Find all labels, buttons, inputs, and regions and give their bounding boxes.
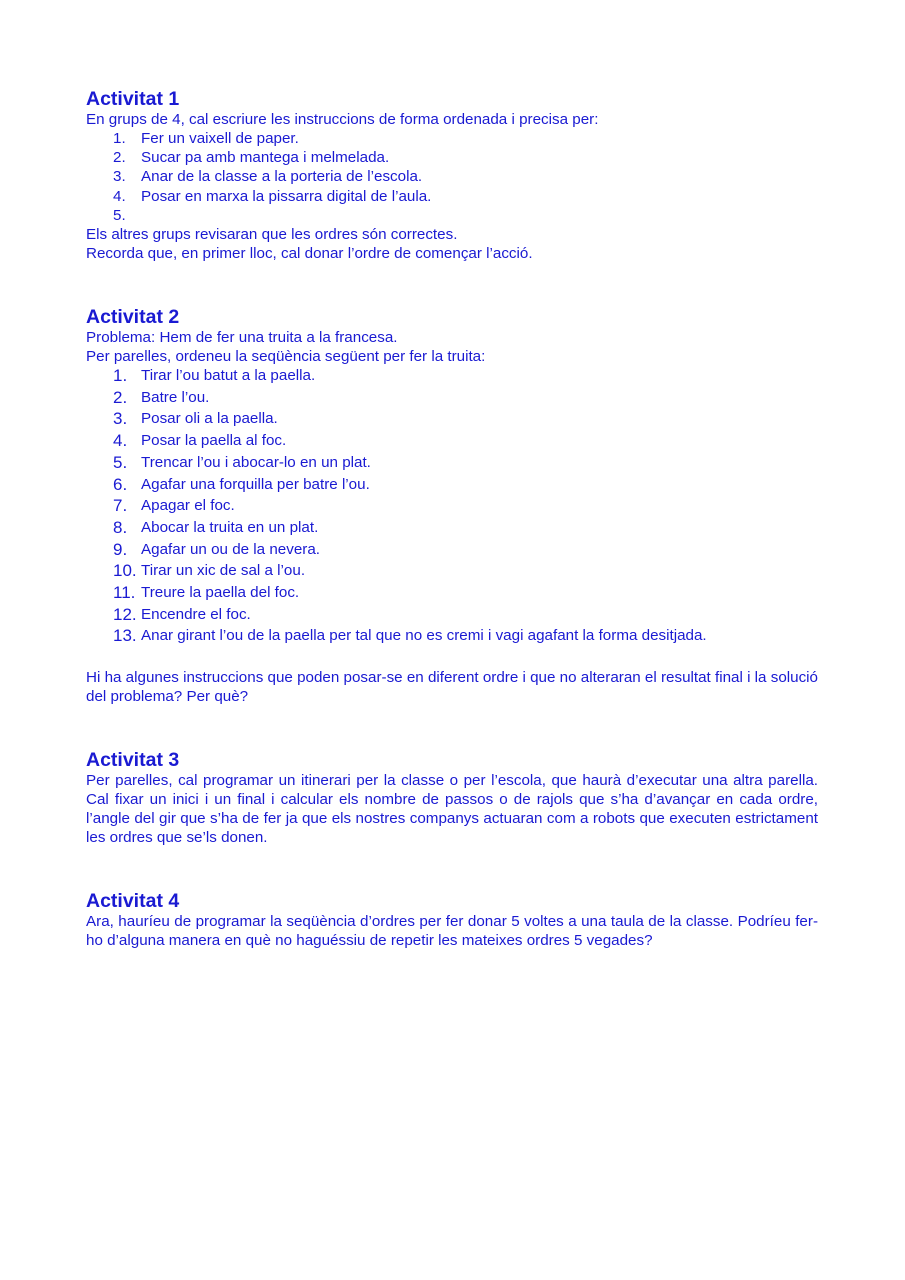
list-item: 2. Sucar pa amb mantega i melmelada. bbox=[113, 149, 390, 167]
activity-1-outro-2: Recorda que, en primer lloc, cal donar l’ordre de començar l’acció. bbox=[86, 245, 533, 263]
activity-1-intro: En grups de 4, cal escriure les instruccions de forma ordenada i precisa per: bbox=[86, 111, 599, 128]
activity-2-intro: Per parelles, ordeneu la seqüència següent per fer la truita: bbox=[86, 348, 486, 366]
list-item: 4. Posar en marxa la pissarra digital de l’aula. bbox=[113, 187, 432, 205]
document-content bbox=[86, 88, 818, 950]
list-item: 3. Anar de la classe a la porteria de l’escola. bbox=[113, 168, 423, 186]
list-item: 4. Posar la paella al foc. bbox=[113, 431, 287, 451]
list-item: 6. Agafar una forquilla per batre l’ou. bbox=[113, 474, 370, 494]
list-item: 12. Encendre el foc. bbox=[113, 604, 251, 624]
activity-1-list bbox=[86, 129, 818, 225]
list-item: 5. bbox=[113, 206, 126, 224]
activity-4 bbox=[86, 890, 818, 950]
list-item: 5. Trencar l’ou i abocar-lo en un plat. bbox=[113, 452, 371, 472]
list-item: 3. Posar oli a la paella. bbox=[113, 409, 278, 429]
list-item: 13. Anar girant l’ou de la paella per tal que no es cremi i vagi agafant la forma desitjada. bbox=[113, 626, 707, 646]
activity-2-question: Hi ha algunes instruccions que poden posar-se en diferent ordre i que no alteraran el resultat final i la solució del problema? Per què? bbox=[86, 669, 818, 706]
activity-2-title: Activitat 2 bbox=[86, 306, 180, 329]
activity-1-title: Activitat 1 bbox=[86, 88, 180, 110]
list-item: 7. Apagar el foc. bbox=[113, 496, 235, 516]
list-item: 1. Tirar l’ou batut a la paella. bbox=[113, 366, 316, 386]
activity-2 bbox=[86, 306, 818, 706]
list-item: 9. Agafar un ou de la nevera. bbox=[113, 539, 321, 559]
activity-2-problem: Problema: Hem de fer una truita a la francesa. bbox=[86, 329, 398, 347]
list-item: 10. Tirar un xic de sal a l’ou. bbox=[113, 561, 306, 581]
activity-2-list bbox=[86, 366, 818, 648]
activity-1-outro-1: Els altres grups revisaran que les ordres són correctes. bbox=[86, 226, 458, 244]
activity-4-title: Activitat 4 bbox=[86, 890, 180, 913]
activity-4-body: Ara, hauríeu de programar la seqüència d’ordres per fer donar 5 voltes a una taula de la classe. Podríeu fer-ho d’alguna manera en què no haguéssiu de repetir les mateixes ordres 5 vegades? bbox=[86, 913, 818, 950]
list-item: 8. Abocar la truita en un plat. bbox=[113, 517, 319, 537]
activity-3-body: Per parelles, cal programar un itinerari per la classe o per l’escola, que haurà d’executar una altra parella. Cal fixar un inici i un final i calcular els nombre de passos o de rajols que s’ha d’avançar en cada ordre, l’angle del gir que s’ha de fer ja que els nostres companys actuaran com a robots que executen estrictament les ordres que se’ls donen. bbox=[86, 772, 818, 847]
activity-3 bbox=[86, 749, 818, 847]
list-item: 1. Fer un vaixell de paper. bbox=[113, 130, 299, 147]
list-item: 11. Treure la paella del foc. bbox=[113, 583, 300, 603]
activity-1 bbox=[86, 88, 818, 263]
list-item: 2. Batre l’ou. bbox=[113, 387, 210, 407]
activity-3-title: Activitat 3 bbox=[86, 749, 180, 772]
